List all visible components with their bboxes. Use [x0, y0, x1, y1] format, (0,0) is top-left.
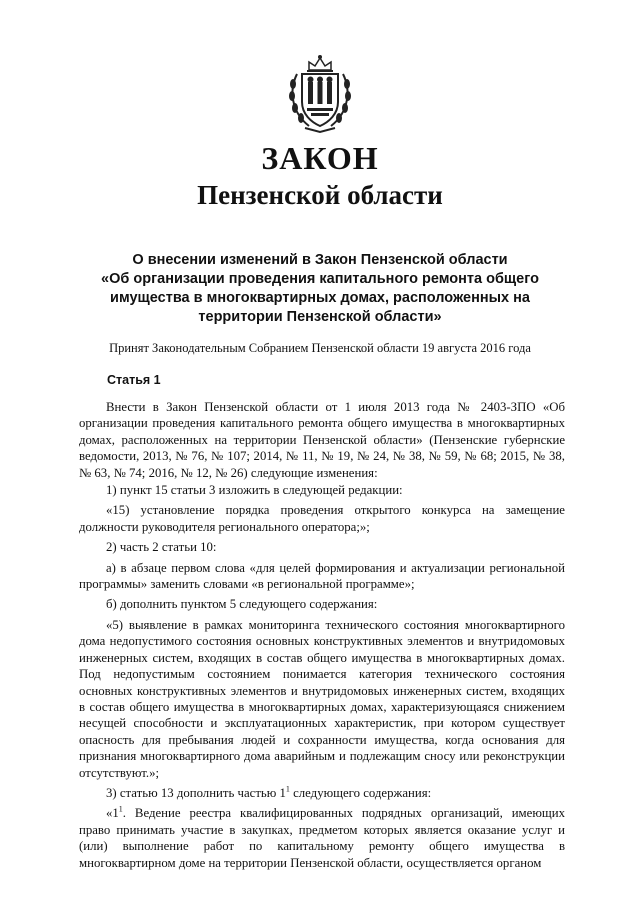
item-text: следующего содержания:: [289, 785, 432, 800]
article-body: [79, 399, 565, 872]
intro-paragraph: Внести в Закон Пензенской области от 1 июля 2013 года № 2403-ЗПО «Об организации проведения капитального ремонта общего имущества в многоквартирных домах, расположенных на территории Пензенской области» (Пензенские губернские ведомости, 2013, № 76, № 107; 2014, № 11, № 19, № 24, № 38, № 59, № 68; 2015, № 38, № 63, № 74; 2016, № 12, № 26) следующие изменения:: [79, 400, 565, 480]
law-region: Пензенской области: [197, 180, 443, 210]
quoted-text: «5) выявление в рамках мониторинга технического состояния многоквартирного дома недопустимого состояния основных конструктивных элементов и внутридомовых инженерных систем, входящих в состав общего имущества в многоквартирных домах. Под недопустимым состоянием понимается категория технического состояния основных конструктивных элементов и внутридомовых инженерных систем, входящих в состав общего имущества в многоквартирных домах, характеризующаяся снижением несущей способности и эксплуатационных характеристик, при котором существует опасность для пребывания людей и сохранности имущества, когда основания для признания многоквартирного дома аварийным и подлежащим сносу или реконструкции отсутствуют.»;: [79, 617, 565, 780]
adoption-note: Принят Законодательным Собранием Пензенской области 19 августа 2016 года: [109, 341, 531, 355]
sub-item: б) дополнить пунктом 5 следующего содержания:: [106, 597, 378, 612]
quoted-text: [79, 805, 565, 871]
subject-line: имущества в многоквартирных домах, расположенных на: [110, 290, 530, 306]
law-subject: [80, 251, 560, 327]
list-item: 1) пункт 15 статьи 3 изложить в следующей редакции:: [106, 483, 403, 498]
superscript: 1: [285, 784, 290, 794]
sub-item: а) в абзаце первом слова «для целей формирования и актуализации региональной программы» заменить словами «в региональной программе»;: [79, 560, 565, 592]
subject-line: территории Пензенской области»: [198, 309, 442, 325]
item-text: . Ведение реестра квалифицированных подрядных организаций, имеющих право принимать участие в закупках, предметом которых является оказание услуг и (или) выполнение работ по капитальному ремонту общего имущества в многоквартирном доме на территории Пензенской области, осуществляется органом: [79, 806, 565, 870]
law-title: ЗАКОН: [261, 140, 379, 176]
subject-line: О внесении изменений в Закон Пензенской области: [132, 252, 508, 268]
superscript: 1: [118, 805, 123, 815]
quoted-text: «15) установление порядка проведения открытого конкурса на замещение должности руководителя регионального оператора;»;: [79, 503, 565, 534]
article-heading: Статья 1: [107, 373, 161, 387]
list-item: [79, 785, 565, 801]
item-text: 3) статью 13 дополнить частью 1: [106, 785, 286, 800]
list-item: 2) часть 2 статьи 10:: [106, 540, 217, 555]
item-text: «1: [106, 806, 119, 821]
subject-line: «Об организации проведения капитального ремонта общего: [101, 271, 539, 287]
penza-coat-of-arms-icon: [287, 54, 353, 134]
